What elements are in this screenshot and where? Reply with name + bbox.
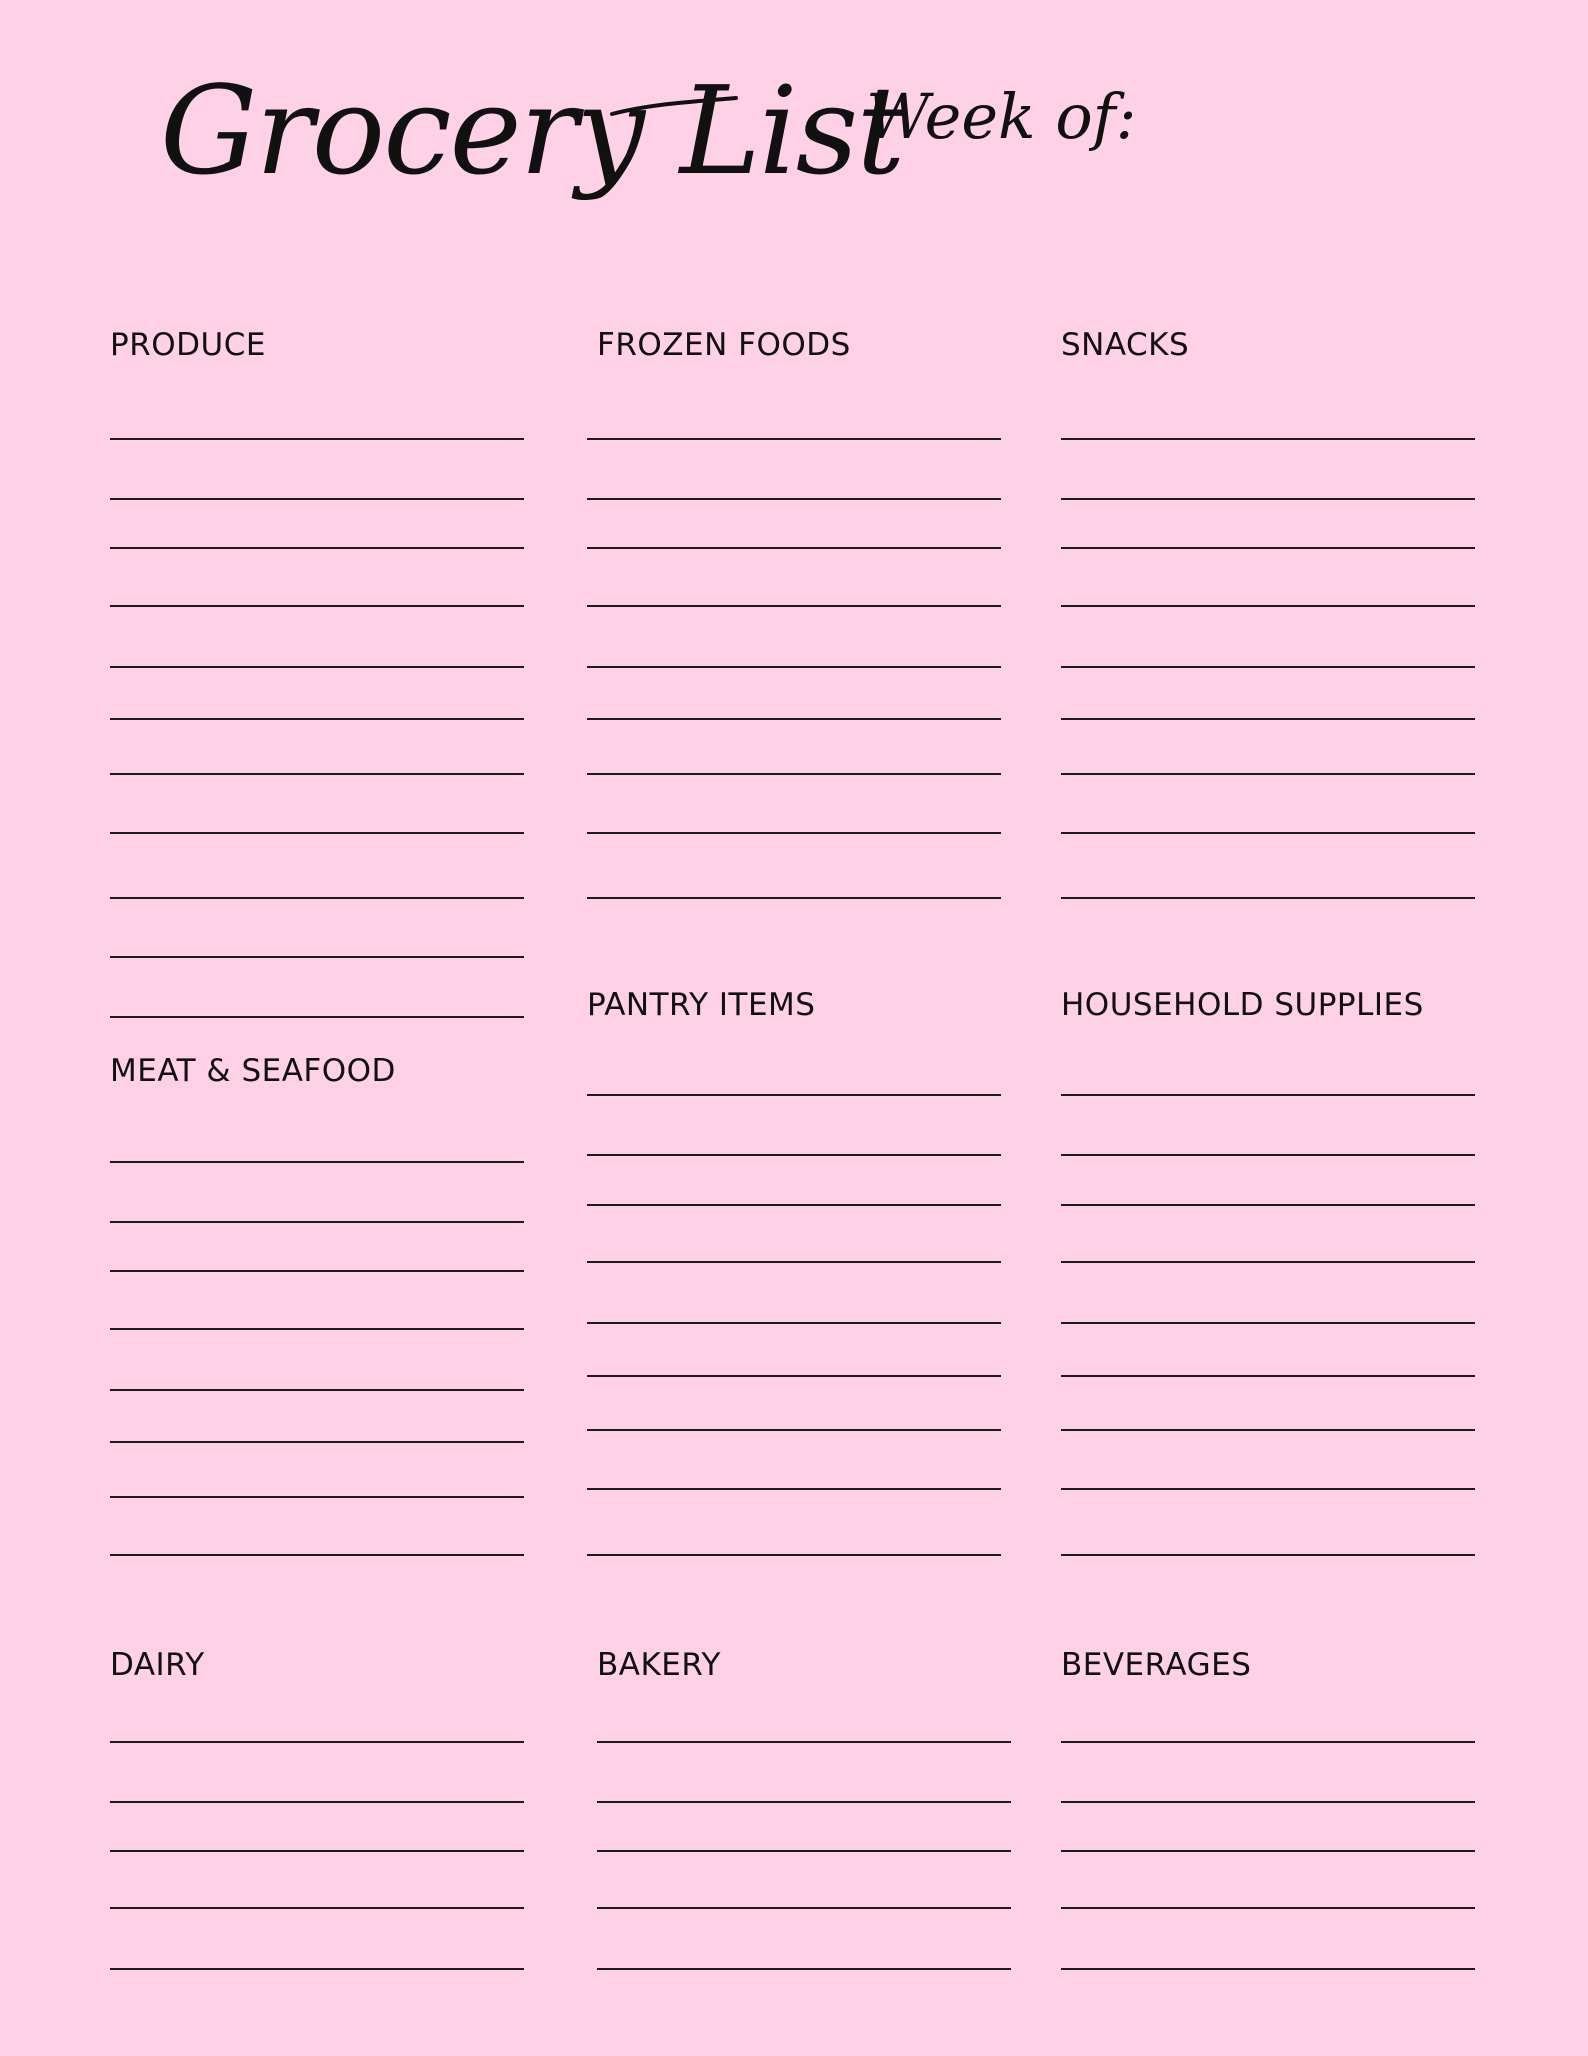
write-line-pantry-5[interactable]: [587, 1322, 1001, 1324]
write-line-produce-9[interactable]: [110, 897, 524, 899]
write-line-meat-8[interactable]: [110, 1554, 524, 1556]
section-dairy: [110, 1647, 524, 1972]
write-line-beverages-2[interactable]: [1061, 1801, 1475, 1803]
write-line-produce-7[interactable]: [110, 773, 524, 775]
section-snacks: [1061, 327, 1475, 902]
write-line-frozen-4[interactable]: [587, 605, 1001, 607]
section-title-household-supplies: HOUSEHOLD SUPPLIES: [1061, 987, 1424, 1023]
write-line-dairy-4[interactable]: [110, 1907, 524, 1909]
write-line-meat-4[interactable]: [110, 1328, 524, 1330]
write-line-pantry-7[interactable]: [587, 1429, 1001, 1431]
write-line-pantry-6[interactable]: [587, 1375, 1001, 1377]
section-title-bakery: BAKERY: [597, 1647, 721, 1683]
section-household-supplies: [1061, 987, 1475, 1558]
write-line-produce-10[interactable]: [110, 956, 524, 958]
write-line-dairy-2[interactable]: [110, 1801, 524, 1803]
write-line-snacks-1[interactable]: [1061, 438, 1475, 440]
write-line-meat-1[interactable]: [110, 1161, 524, 1163]
write-line-pantry-8[interactable]: [587, 1488, 1001, 1490]
write-line-frozen-2[interactable]: [587, 498, 1001, 500]
write-line-produce-8[interactable]: [110, 832, 524, 834]
write-line-snacks-2[interactable]: [1061, 498, 1475, 500]
write-line-pantry-1[interactable]: [587, 1094, 1001, 1096]
write-line-household-5[interactable]: [1061, 1322, 1475, 1324]
write-line-dairy-5[interactable]: [110, 1968, 524, 1970]
write-line-frozen-3[interactable]: [587, 547, 1001, 549]
write-line-bakery-5[interactable]: [597, 1968, 1011, 1970]
write-line-dairy-1[interactable]: [110, 1741, 524, 1743]
section-meat-seafood: [110, 1053, 524, 1558]
write-line-snacks-7[interactable]: [1061, 773, 1475, 775]
write-line-produce-1[interactable]: [110, 438, 524, 440]
write-line-household-6[interactable]: [1061, 1375, 1475, 1377]
write-line-snacks-6[interactable]: [1061, 718, 1475, 720]
write-line-household-4[interactable]: [1061, 1261, 1475, 1263]
write-line-snacks-3[interactable]: [1061, 547, 1475, 549]
write-line-household-1[interactable]: [1061, 1094, 1475, 1096]
write-line-meat-6[interactable]: [110, 1441, 524, 1443]
write-line-produce-2[interactable]: [110, 498, 524, 500]
section-title-dairy: DAIRY: [110, 1647, 205, 1683]
write-line-pantry-3[interactable]: [587, 1204, 1001, 1206]
write-line-bakery-3[interactable]: [597, 1850, 1011, 1852]
write-line-snacks-9[interactable]: [1061, 897, 1475, 899]
write-line-bakery-4[interactable]: [597, 1907, 1011, 1909]
write-line-household-2[interactable]: [1061, 1154, 1475, 1156]
write-line-meat-5[interactable]: [110, 1389, 524, 1391]
week-of-label: Week of:: [866, 80, 1137, 153]
section-title-meat-seafood: MEAT & SEAFOOD: [110, 1053, 396, 1089]
write-line-snacks-4[interactable]: [1061, 605, 1475, 607]
section-bakery: [597, 1647, 1011, 1972]
write-line-produce-6[interactable]: [110, 718, 524, 720]
write-line-meat-2[interactable]: [110, 1221, 524, 1223]
write-line-produce-5[interactable]: [110, 666, 524, 668]
write-line-frozen-5[interactable]: [587, 666, 1001, 668]
section-title-beverages: BEVERAGES: [1061, 1647, 1252, 1683]
write-line-produce-11[interactable]: [110, 1016, 524, 1018]
write-line-pantry-9[interactable]: [587, 1554, 1001, 1556]
write-line-frozen-9[interactable]: [587, 897, 1001, 899]
write-line-household-9[interactable]: [1061, 1554, 1475, 1556]
write-line-household-3[interactable]: [1061, 1204, 1475, 1206]
section-frozen-foods: [587, 327, 1001, 902]
write-line-snacks-8[interactable]: [1061, 832, 1475, 834]
write-line-meat-3[interactable]: [110, 1270, 524, 1272]
write-line-dairy-3[interactable]: [110, 1850, 524, 1852]
write-line-meat-7[interactable]: [110, 1496, 524, 1498]
write-line-produce-4[interactable]: [110, 605, 524, 607]
write-line-beverages-4[interactable]: [1061, 1907, 1475, 1909]
section-pantry-items: [587, 987, 1001, 1558]
section-title-frozen-foods: FROZEN FOODS: [597, 327, 851, 363]
write-line-bakery-1[interactable]: [597, 1741, 1011, 1743]
write-line-frozen-7[interactable]: [587, 773, 1001, 775]
section-beverages: [1061, 1647, 1475, 1972]
write-line-beverages-3[interactable]: [1061, 1850, 1475, 1852]
section-produce: [110, 327, 524, 1020]
write-line-frozen-1[interactable]: [587, 438, 1001, 440]
write-line-produce-3[interactable]: [110, 547, 524, 549]
section-title-produce: PRODUCE: [110, 327, 266, 363]
write-line-snacks-5[interactable]: [1061, 666, 1475, 668]
write-line-beverages-1[interactable]: [1061, 1741, 1475, 1743]
write-line-bakery-2[interactable]: [597, 1801, 1011, 1803]
write-line-pantry-4[interactable]: [587, 1261, 1001, 1263]
write-line-frozen-6[interactable]: [587, 718, 1001, 720]
write-line-beverages-5[interactable]: [1061, 1968, 1475, 1970]
write-line-pantry-2[interactable]: [587, 1154, 1001, 1156]
write-line-household-7[interactable]: [1061, 1429, 1475, 1431]
page-title: Grocery List: [160, 60, 904, 202]
section-title-snacks: SNACKS: [1061, 327, 1190, 363]
write-line-household-8[interactable]: [1061, 1488, 1475, 1490]
section-title-pantry-items: PANTRY ITEMS: [587, 987, 816, 1023]
write-line-frozen-8[interactable]: [587, 832, 1001, 834]
